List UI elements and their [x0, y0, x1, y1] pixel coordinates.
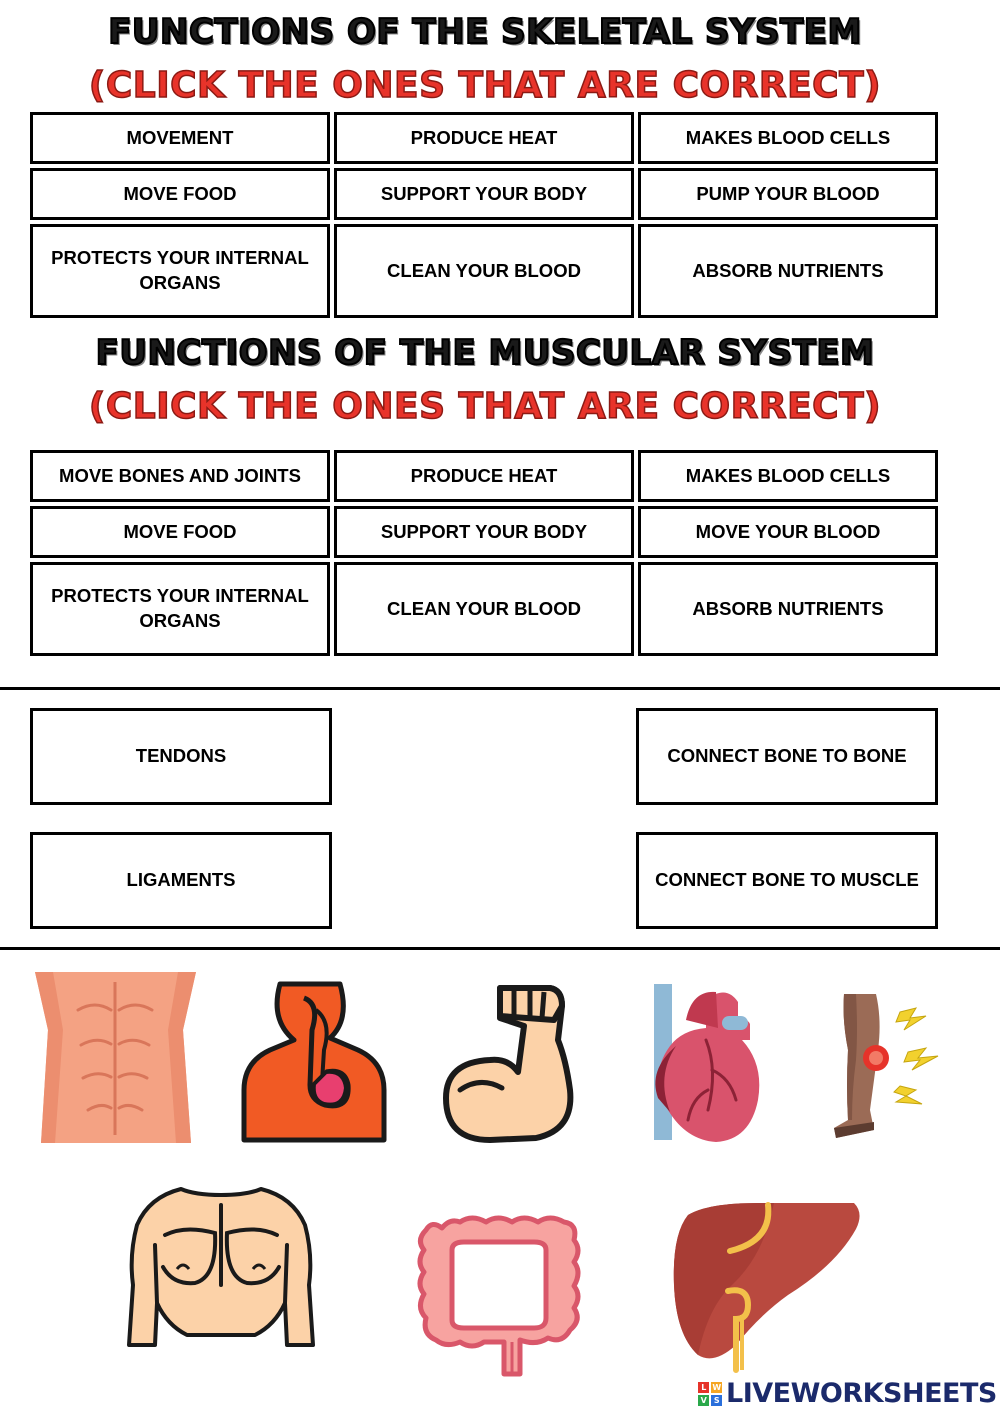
muscular-option-move-bones[interactable]: MOVE BONES AND JOINTS — [30, 450, 330, 502]
match-left-ligaments[interactable]: LIGAMENTS — [30, 832, 332, 929]
muscular-option-makes-blood-cells[interactable]: MAKES BLOOD CELLS — [638, 450, 938, 502]
skeletal-option-produce-heat[interactable]: PRODUCE HEAT — [334, 112, 634, 164]
muscular-instruction: (CLICK THE ONES THAT ARE CORRECT) — [88, 386, 882, 427]
muscular-options-grid — [30, 450, 938, 656]
brand-name: LIVEWORKSHEETS — [726, 1378, 997, 1409]
muscular-option-move-food[interactable]: MOVE FOOD — [30, 506, 330, 558]
liveworksheets-brand[interactable] — [698, 1378, 997, 1409]
muscular-option-move-blood[interactable]: MOVE YOUR BLOOD — [638, 506, 938, 558]
muscular-option-produce-heat[interactable]: PRODUCE HEAT — [334, 450, 634, 502]
muscular-option-clean-blood[interactable]: CLEAN YOUR BLOOD — [334, 562, 634, 656]
liveworksheets-logo-icon — [698, 1382, 722, 1406]
skeletal-option-absorb-nutrients[interactable]: ABSORB NUTRIENTS — [638, 224, 938, 318]
skeletal-option-pump-blood[interactable]: PUMP YOUR BLOOD — [638, 168, 938, 220]
match-left-tendons[interactable]: TENDONS — [30, 708, 332, 805]
digestive-system-icon[interactable] — [240, 980, 388, 1145]
skeletal-option-clean-blood[interactable]: CLEAN YOUR BLOOD — [334, 224, 634, 318]
knee-pain-icon[interactable] — [830, 990, 945, 1140]
chest-muscles-icon[interactable] — [125, 1185, 317, 1350]
match-right-bone-to-bone[interactable]: CONNECT BONE TO BONE — [636, 708, 938, 805]
skeletal-option-movement[interactable]: MOVEMENT — [30, 112, 330, 164]
section-divider-top — [0, 687, 1000, 690]
skeletal-option-makes-blood-cells[interactable]: MAKES BLOOD CELLS — [638, 112, 938, 164]
skeletal-options-grid — [30, 112, 938, 318]
match-right-bone-to-muscle[interactable]: CONNECT BONE TO MUSCLE — [636, 832, 938, 929]
muscular-option-protects-organs[interactable]: PROTECTS YOUR INTERNAL ORGANS — [30, 562, 330, 656]
muscular-option-support-body[interactable]: SUPPORT YOUR BODY — [334, 506, 634, 558]
heart-icon[interactable] — [646, 980, 766, 1145]
flexed-arm-icon[interactable] — [440, 980, 576, 1145]
skeletal-instruction: (CLICK THE ONES THAT ARE CORRECT) — [88, 65, 882, 106]
muscular-option-absorb-nutrients[interactable]: ABSORB NUTRIENTS — [638, 562, 938, 656]
logo-square-green: V — [698, 1395, 709, 1406]
muscular-title: FUNCTIONS OF THE MUSCULAR SYSTEM — [95, 333, 875, 373]
skeletal-option-move-food[interactable]: MOVE FOOD — [30, 168, 330, 220]
logo-square-orange: W — [712, 1382, 721, 1392]
skeletal-title: FUNCTIONS OF THE SKELETAL SYSTEM — [108, 12, 862, 52]
skeletal-option-support-body[interactable]: SUPPORT YOUR BODY — [334, 168, 634, 220]
skeletal-option-protects-organs[interactable]: PROTECTS YOUR INTERNAL ORGANS — [30, 224, 330, 318]
logo-square-blue: S — [711, 1395, 722, 1406]
liver-icon[interactable] — [668, 1195, 863, 1375]
intestine-icon[interactable] — [412, 1210, 587, 1380]
section-divider-bottom — [0, 947, 1000, 950]
abdominal-muscles-icon[interactable] — [33, 970, 198, 1145]
logo-square-red: L — [698, 1382, 709, 1393]
